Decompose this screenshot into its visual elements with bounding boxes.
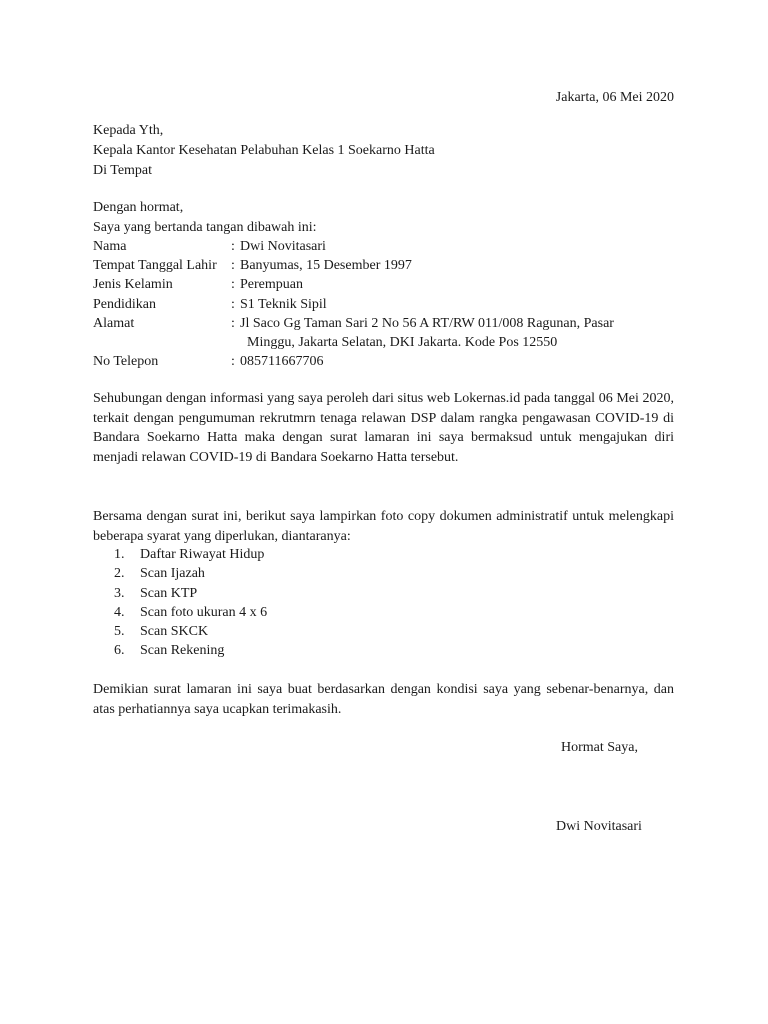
recipient-title: Kepala Kantor Kesehatan Pelabuhan Kelas 1 Soekarno Hatta	[93, 143, 435, 158]
list-number: 3.	[114, 586, 125, 601]
field-label-pendidikan: Pendidikan	[93, 297, 156, 312]
list-number: 1.	[114, 547, 125, 562]
field-value-telepon: 085711667706	[240, 354, 324, 369]
closing-salutation: Hormat Saya,	[561, 740, 638, 755]
field-value-ttl: Banyumas, 15 Desember 1997	[240, 258, 412, 273]
field-value-pendidikan: S1 Teknik Sipil	[240, 297, 327, 312]
paragraph-closing: Demikian surat lamaran ini saya buat berdasarkan dengan kondisi saya yang sebenar-benarnya, dan atas perhatiannya saya ucapkan terimakasih.	[93, 682, 674, 717]
list-number: 6.	[114, 643, 125, 658]
list-item: Scan foto ukuran 4 x 6	[140, 605, 268, 620]
paragraph-reason: Sehubungan dengan informasi yang saya peroleh dari situs web Lokernas.id pada tanggal 06 Mei 2020, terkait dengan pengumuman rekrutmrn tenaga relawan DSP dalam rangka pengawasan COVID-19 di Bandara Soekarno Hatta maka dengan surat lamaran ini saya bermaksud untuk mengajukan diri menjadi relawan COVID-19 di Bandara Soekarno Hatta tersebut.	[93, 391, 674, 465]
list-item: Scan Ijazah	[140, 566, 205, 581]
list-item: Daftar Riwayat Hidup	[140, 547, 265, 562]
list-number: 4.	[114, 605, 125, 620]
field-value-jenis-kelamin: Perempuan	[240, 277, 303, 292]
list-item: Scan Rekening	[140, 643, 225, 658]
field-colon: :	[231, 316, 235, 331]
field-value-alamat-line2: Minggu, Jakarta Selatan, DKI Jakarta. Kode Pos 12550	[247, 335, 558, 350]
recipient-place: Di Tempat	[93, 163, 153, 178]
field-colon: :	[231, 297, 235, 312]
field-colon: :	[231, 239, 235, 254]
field-colon: :	[231, 258, 235, 273]
intro-text: Saya yang bertanda tangan dibawah ini:	[93, 220, 317, 235]
field-label-jenis-kelamin: Jenis Kelamin	[93, 277, 173, 292]
list-item: Scan SKCK	[140, 624, 209, 639]
field-label-nama: Nama	[93, 239, 127, 254]
signer-name: Dwi Novitasari	[556, 819, 642, 834]
field-value-nama: Dwi Novitasari	[240, 239, 326, 254]
recipient-salutation: Kepada Yth,	[93, 123, 164, 138]
list-number: 5.	[114, 624, 125, 639]
field-label-alamat: Alamat	[93, 316, 135, 331]
field-colon: :	[231, 354, 235, 369]
letter-date: Jakarta, 06 Mei 2020	[555, 90, 674, 105]
field-label-telepon: No Telepon	[93, 354, 159, 369]
greeting: Dengan hormat,	[93, 200, 184, 215]
paragraph-attachments: Bersama dengan surat ini, berikut saya lampirkan foto copy dokumen administratif untuk melengkapi beberapa syarat yang diperlukan, diantaranya:	[93, 509, 674, 544]
list-item: Scan KTP	[140, 586, 198, 601]
field-value-alamat: Jl Saco Gg Taman Sari 2 No 56 A RT/RW 011/008 Ragunan, Pasar	[240, 316, 614, 331]
field-colon: :	[231, 277, 235, 292]
list-number: 2.	[114, 566, 125, 581]
field-label-ttl: Tempat Tanggal Lahir	[93, 258, 217, 273]
